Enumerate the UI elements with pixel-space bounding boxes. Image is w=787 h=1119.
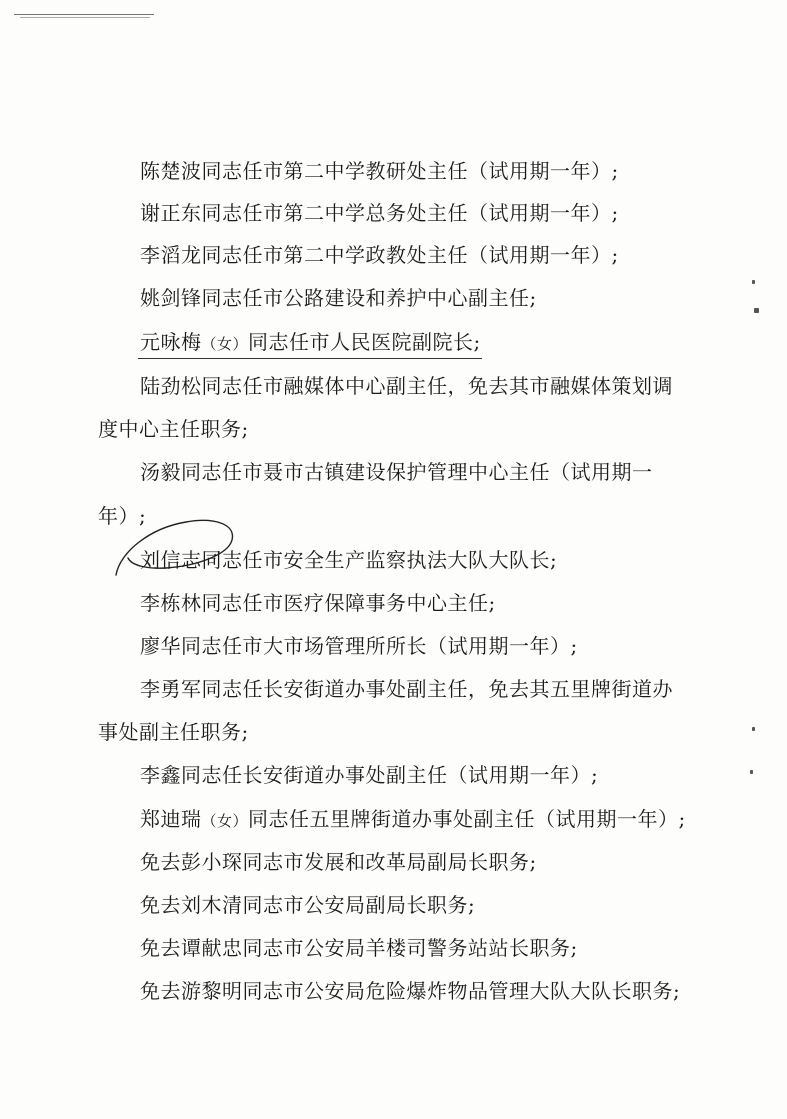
- text-line: 姚剑锋同志任市公路建设和养护中心副主任;: [140, 286, 537, 310]
- appointment-text: 同志任市人民医院副院长;: [248, 330, 481, 354]
- text-line: 事处副主任职务;: [98, 720, 249, 744]
- text-line: 李栋林同志任市医疗保障事务中心主任;: [140, 591, 496, 615]
- gender-note: （女）: [201, 335, 249, 353]
- text-line: 免去谭献忠同志市公安局羊楼司警务站站长职务;: [140, 936, 578, 960]
- appointment-text: 同志任五里牌街道办事处副主任（试用期一年）;: [248, 807, 686, 831]
- text-line: 李滔龙同志任市第二中学政教处主任（试用期一年）;: [140, 243, 619, 267]
- text-line: 陆劲松同志任市融媒体中心副主任，免去其市融媒体策划调: [140, 374, 673, 398]
- text-line: 李勇军同志任长安街道办事处副主任，免去其五里牌街道办: [140, 677, 673, 701]
- text-line: 免去刘木清同志市公安局副局长职务;: [140, 893, 476, 917]
- text-line: 汤毅同志任市聂市古镇建设保护管理中心主任（试用期一: [140, 460, 653, 484]
- scan-speck: [750, 770, 753, 774]
- text-line: 李鑫同志任长安街道办事处副主任（试用期一年）;: [140, 763, 599, 787]
- person-name: 元咏梅: [140, 330, 202, 354]
- scan-speck: [752, 727, 755, 731]
- text-line: 廖华同志任市大市场管理所所长（试用期一年）;: [140, 634, 578, 658]
- scan-speck: [752, 280, 755, 284]
- text-line: [140, 806, 686, 834]
- text-line: 免去彭小琛同志市发展和改革局副局长职务;: [140, 850, 537, 874]
- person-name: 郑迪瑞: [140, 807, 202, 831]
- gender-note: （女）: [201, 812, 249, 830]
- text-line: [140, 329, 481, 357]
- text-line: 年）;: [98, 504, 147, 528]
- scan-speck: [754, 308, 759, 313]
- text-line: 谢正东同志任市第二中学总务处主任（试用期一年）;: [140, 201, 619, 225]
- text-line: 刘信志同志任市安全生产监察执法大队大队长;: [140, 548, 558, 572]
- text-line: 度中心主任职务;: [98, 417, 249, 441]
- text-line: 免去游黎明同志市公安局危险爆炸物品管理大队大队长职务;: [140, 979, 681, 1003]
- handwritten-underline: [138, 358, 482, 359]
- text-line: 陈楚波同志任市第二中学教研处主任（试用期一年）;: [140, 159, 619, 183]
